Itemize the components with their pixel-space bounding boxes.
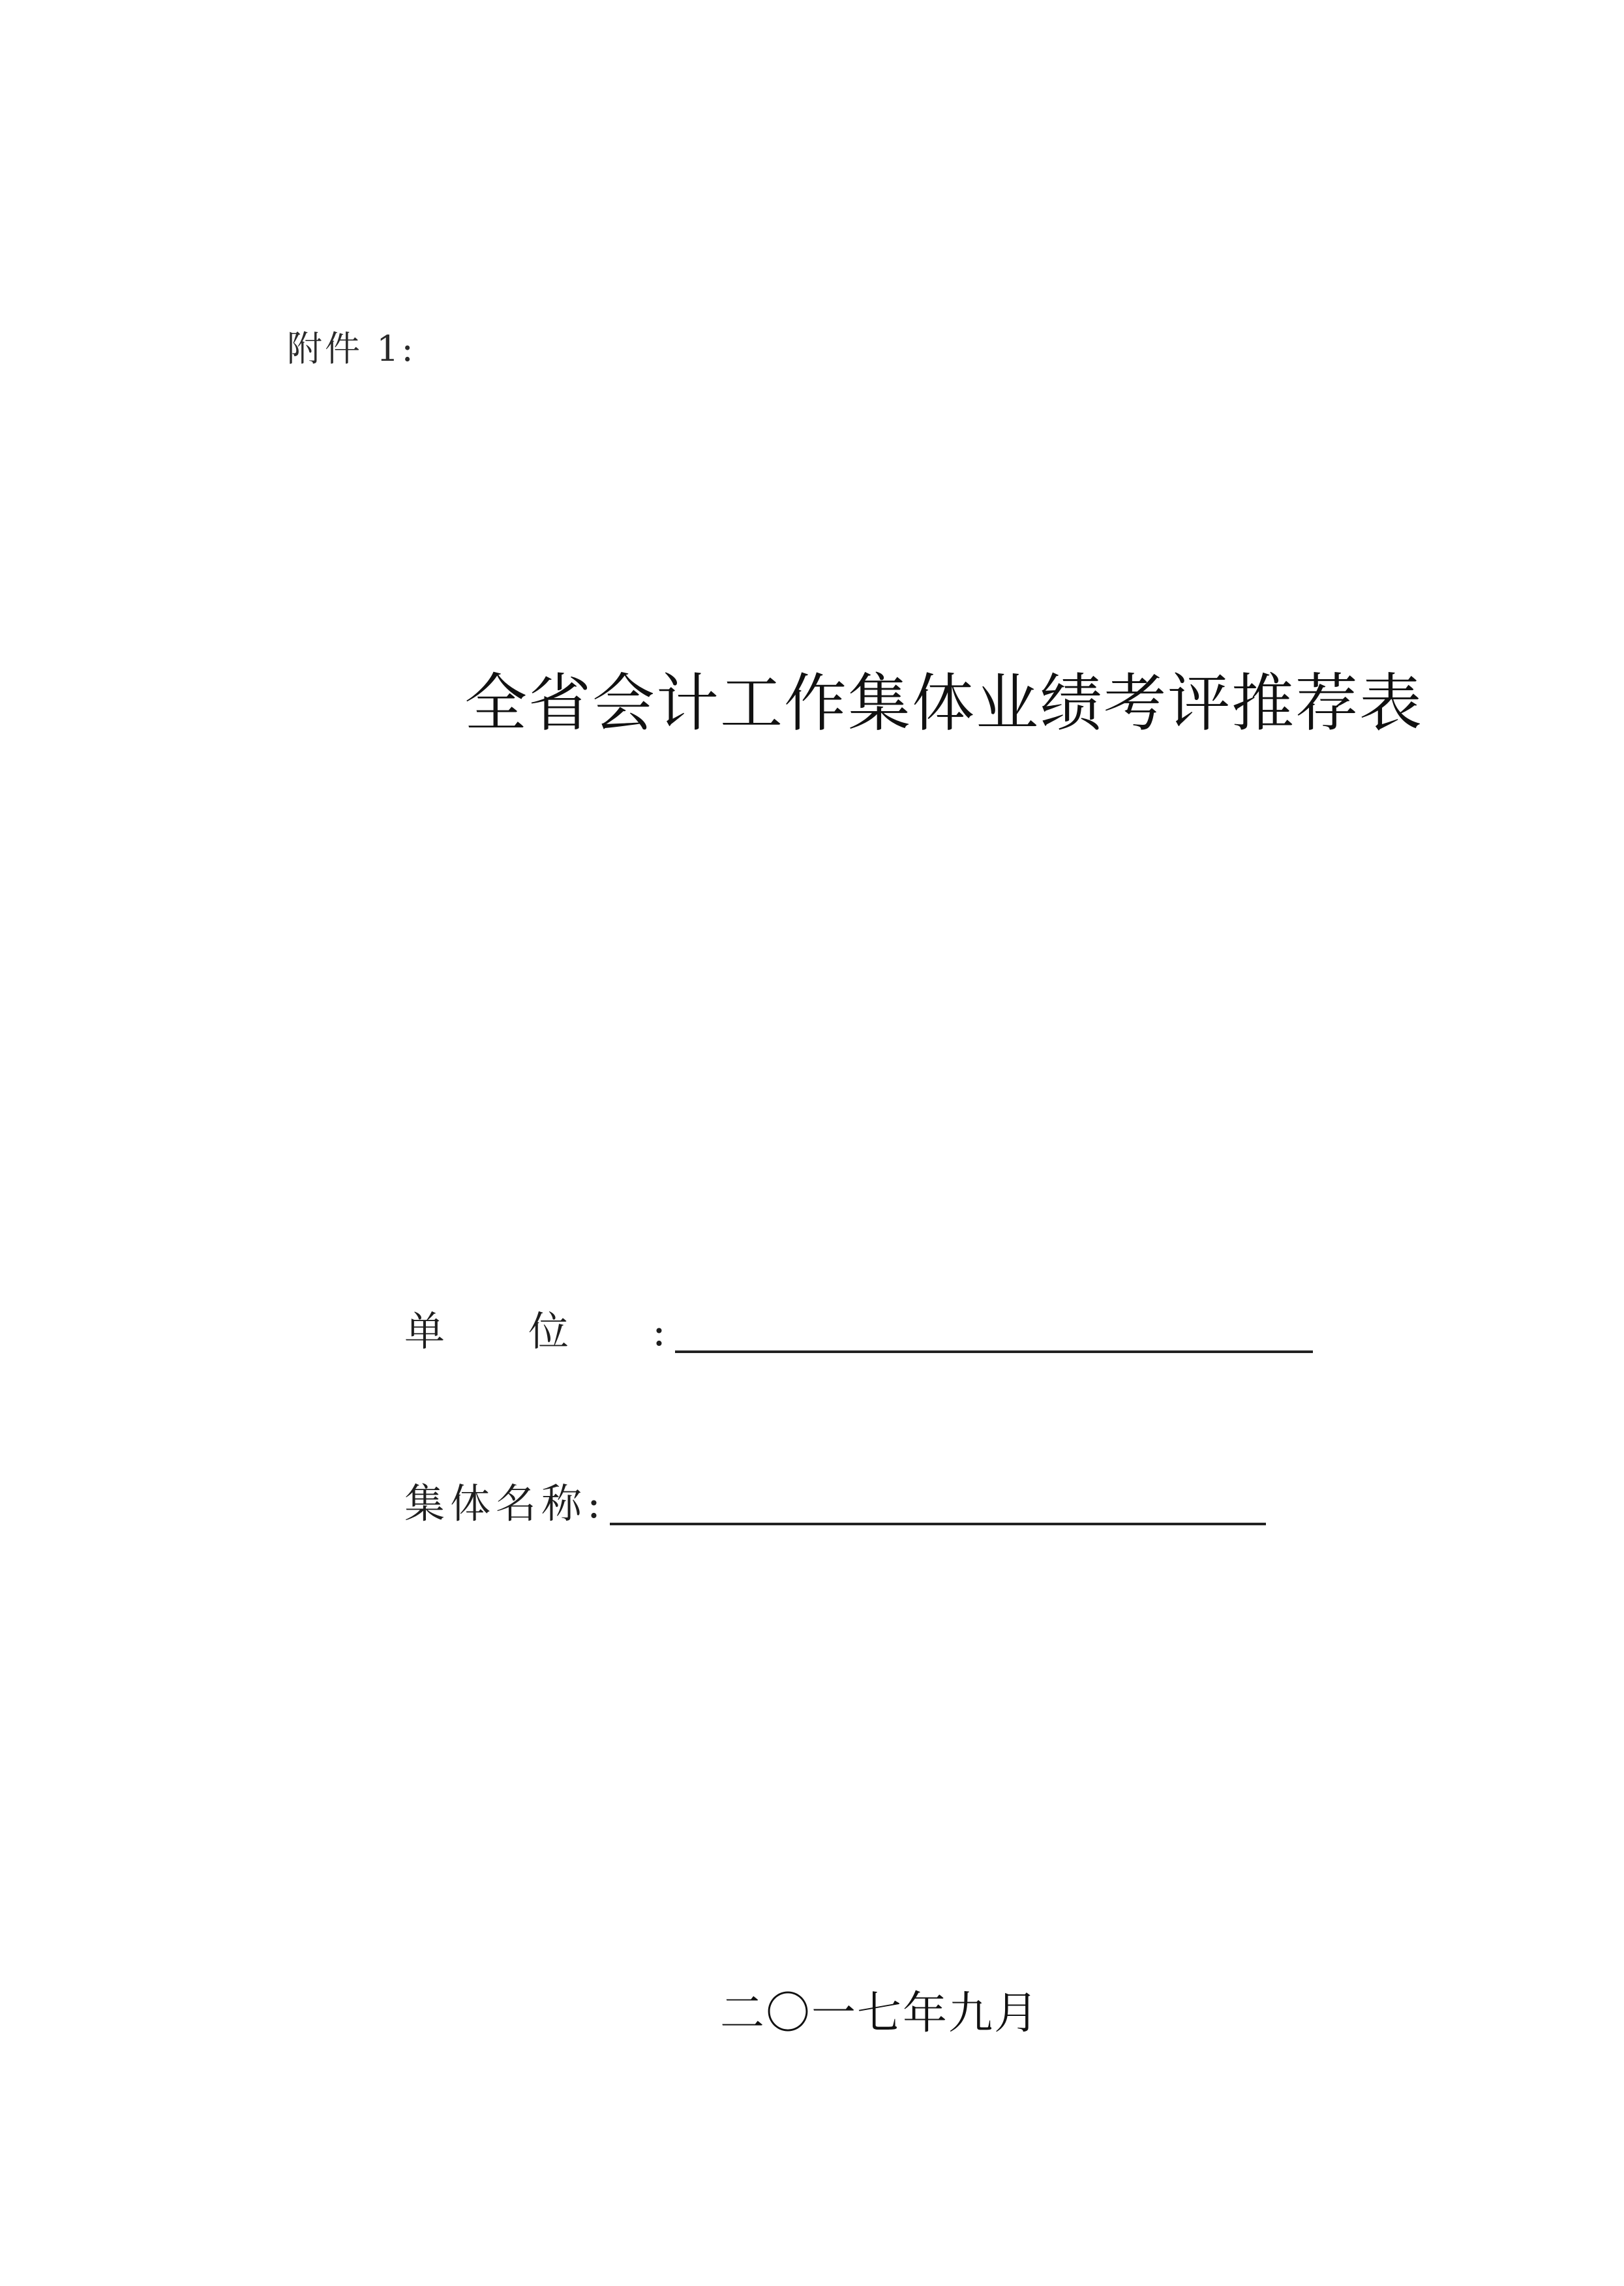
collective-name-label-colon: : — [587, 1480, 601, 1527]
document-title: 全省会计工作集体业绩考评推荐表 — [464, 667, 1423, 740]
unit-blank-line[interactable] — [675, 1344, 1313, 1353]
collective-name-label-text: 集体名称 — [404, 1480, 588, 1527]
collective-name-field-label — [404, 1480, 601, 1533]
collective-name-field — [404, 1468, 1266, 1533]
document-date: 二〇一七年九月 — [720, 1988, 1040, 2039]
unit-field-label — [404, 1307, 666, 1361]
attachment-label: 附件 1: — [287, 328, 416, 369]
unit-label-text: 单位 — [404, 1307, 653, 1355]
collective-name-blank-line[interactable] — [610, 1516, 1266, 1525]
unit-field — [404, 1296, 1313, 1361]
unit-label-colon: : — [652, 1307, 666, 1355]
